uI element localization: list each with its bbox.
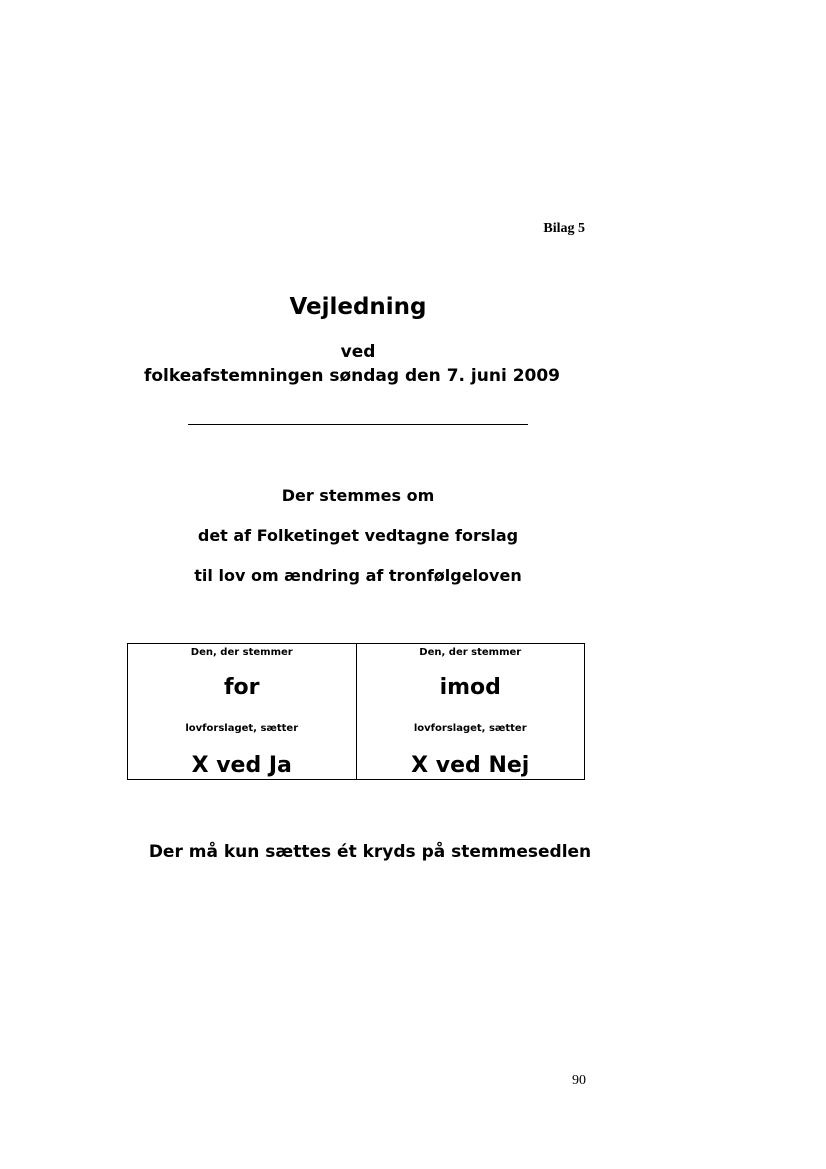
ballot-no-middle: lovforslaget, sætter xyxy=(413,723,527,734)
ballot-no-mark: X ved Nej xyxy=(411,753,530,778)
ballot-yes-column xyxy=(128,644,356,779)
page-title: Vejledning xyxy=(289,294,427,320)
divider-rule xyxy=(188,424,528,425)
ballot-no-column xyxy=(356,644,585,779)
ballot-yes-word: for xyxy=(223,675,260,700)
single-cross-note: Der må kun sættes ét kryds på stemmesedlen xyxy=(148,842,592,862)
ballot-yes-mark: X ved Ja xyxy=(191,753,292,778)
intro-line-2: det af Folketinget vedtagne forslag xyxy=(197,526,519,545)
title-line-referendum: folkeafstemningen søndag den 7. juni 2009 xyxy=(143,366,561,386)
page-number: 90 xyxy=(572,1073,586,1088)
intro-line-3: til lov om ændring af tronfølgeloven xyxy=(194,566,522,585)
ballot-yes-prefix: Den, der stemmer xyxy=(190,647,293,658)
ballot-no-word: imod xyxy=(439,675,501,700)
ballot-no-prefix: Den, der stemmer xyxy=(419,647,522,658)
intro-line-1: Der stemmes om xyxy=(281,486,435,505)
ballot-instruction-table xyxy=(127,643,585,780)
title-line-ved: ved xyxy=(340,342,376,362)
ballot-yes-middle: lovforslaget, sætter xyxy=(185,723,299,734)
appendix-label: Bilag 5 xyxy=(543,221,585,236)
